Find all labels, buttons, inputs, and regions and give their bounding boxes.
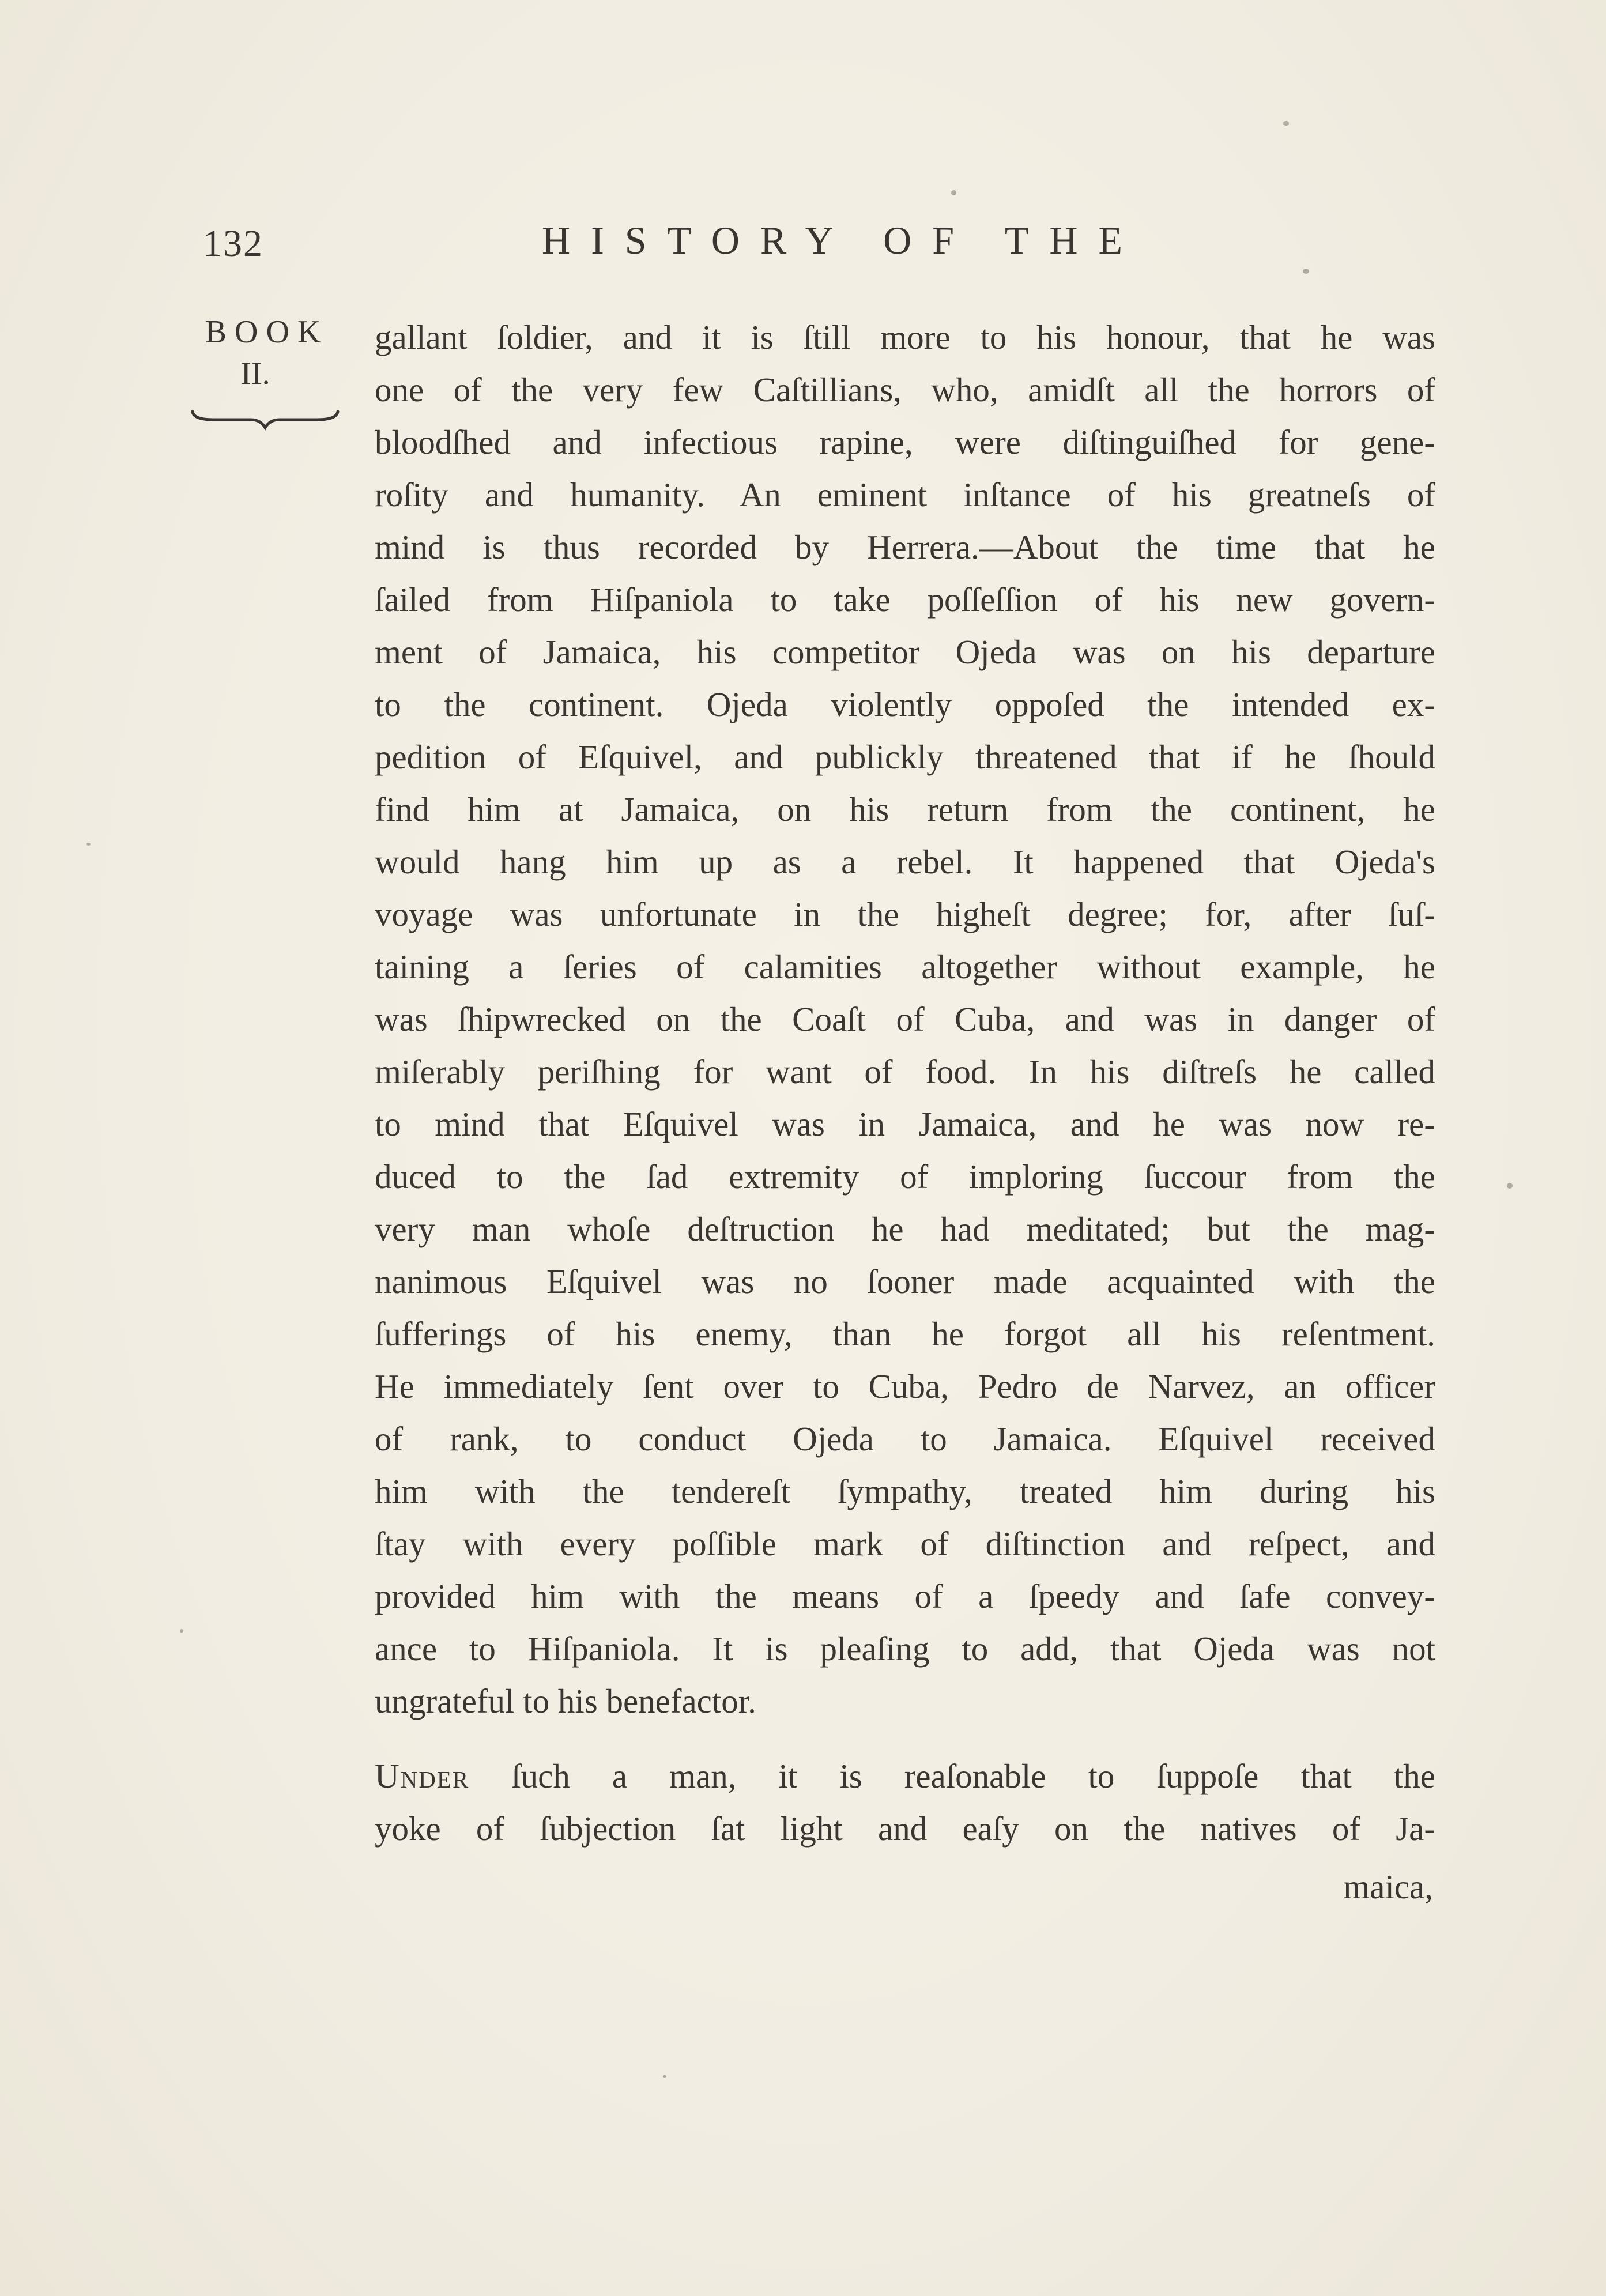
- paper-speck: [86, 843, 91, 846]
- text-line: mind is thus recorded by Herrera.—About the time that he: [375, 528, 1435, 566]
- paper-speck: [663, 2075, 666, 2078]
- text-line: ſtay with every poſſible mark of diſtinction and reſpect, and: [375, 1525, 1435, 1563]
- text-line: yoke of ſubjection ſat light and eaſy on the natives of Ja-: [375, 1809, 1435, 1848]
- text-line: pedition of Eſquivel, and publickly threatened that if he ſhould: [375, 738, 1435, 776]
- text-line: very man whoſe deſtruction he had meditated; but the mag-: [375, 1210, 1435, 1248]
- text-line: ſufferings of his enemy, than he forgot all his reſentment.: [375, 1315, 1435, 1353]
- text-line: ſailed from Hiſpaniola to take poſſeſſion of his new govern-: [375, 580, 1435, 619]
- text-line: of rank, to conduct Ojeda to Jamaica. Eſquivel received: [375, 1420, 1435, 1458]
- text-line: nanimous Eſquivel was no ſooner made acquainted with the: [375, 1262, 1435, 1300]
- text-line: gallant ſoldier, and it is ſtill more to his honour, that he was: [375, 318, 1435, 356]
- text-line: one of the very few Caſtillians, who, amidſt all the horrors of: [375, 371, 1435, 409]
- lead-word: Under: [375, 1757, 470, 1795]
- paper-speck: [180, 1629, 183, 1633]
- catchword: maica,: [1343, 1868, 1433, 1906]
- text-line: duced to the ſad extremity of imploring ſuccour from the: [375, 1158, 1435, 1196]
- text-line: taining a ſeries of calamities altogether without example, he: [375, 948, 1435, 986]
- margin-sidenote: [183, 311, 350, 394]
- main-paragraph: [375, 311, 1435, 1728]
- text-line: [375, 1750, 1435, 1803]
- text-line: find him at Jamaica, on his return from the continent, he: [375, 790, 1435, 828]
- text-line: voyage was unfortunate in the higheſt degree; for, after ſuſ-: [375, 895, 1435, 933]
- text-line: to mind that Eſquivel was in Jamaica, and he was now re-: [375, 1105, 1435, 1143]
- text-fragment: ſuch a man, it is reaſonable to ſuppoſe that the: [469, 1757, 1435, 1795]
- paper-speck: [1283, 121, 1289, 126]
- text-line: ungrateful to his benefactor.: [375, 1682, 756, 1720]
- text-line: ment of Jamaica, his competitor Ojeda was on his departure: [375, 633, 1435, 671]
- text-line: provided him with the means of a ſpeedy and ſafe convey-: [375, 1577, 1435, 1615]
- text-line: ance to Hiſpaniola. It is pleaſing to add, that Ojeda was not: [375, 1630, 1435, 1668]
- text-line: roſity and humanity. An eminent inſtance of his greatneſs of: [375, 476, 1435, 514]
- text-line: was ſhipwrecked on the Coaſt of Cuba, and was in danger of: [375, 1000, 1435, 1038]
- sidenote-volume: II.: [240, 356, 270, 391]
- sidenote-book: BOOK: [205, 314, 329, 350]
- text-line: him with the tendereſt ſympathy, treated him during his: [375, 1472, 1435, 1510]
- text-line: would hang him up as a rebel. It happened that Ojeda's: [375, 843, 1435, 881]
- paper-speck: [1303, 269, 1309, 274]
- text-line: He immediately ſent over to Cuba, Pedro de Narvez, an officer: [375, 1367, 1435, 1405]
- running-head: HISTORY OF THE: [542, 218, 1144, 262]
- curly-brace-icon: [190, 409, 340, 432]
- text-line: bloodſhed and infectious rapine, were diſtinguiſhed for gene-: [375, 423, 1435, 461]
- second-paragraph: [375, 1750, 1435, 1855]
- text-line: miſerably periſhing for want of food. In his diſtreſs he called: [375, 1053, 1435, 1091]
- paper-speck: [1507, 1183, 1513, 1189]
- text-line: to the continent. Ojeda violently oppoſed the intended ex-: [375, 685, 1435, 723]
- paper-speck: [951, 190, 956, 195]
- page-number: 132: [203, 223, 263, 265]
